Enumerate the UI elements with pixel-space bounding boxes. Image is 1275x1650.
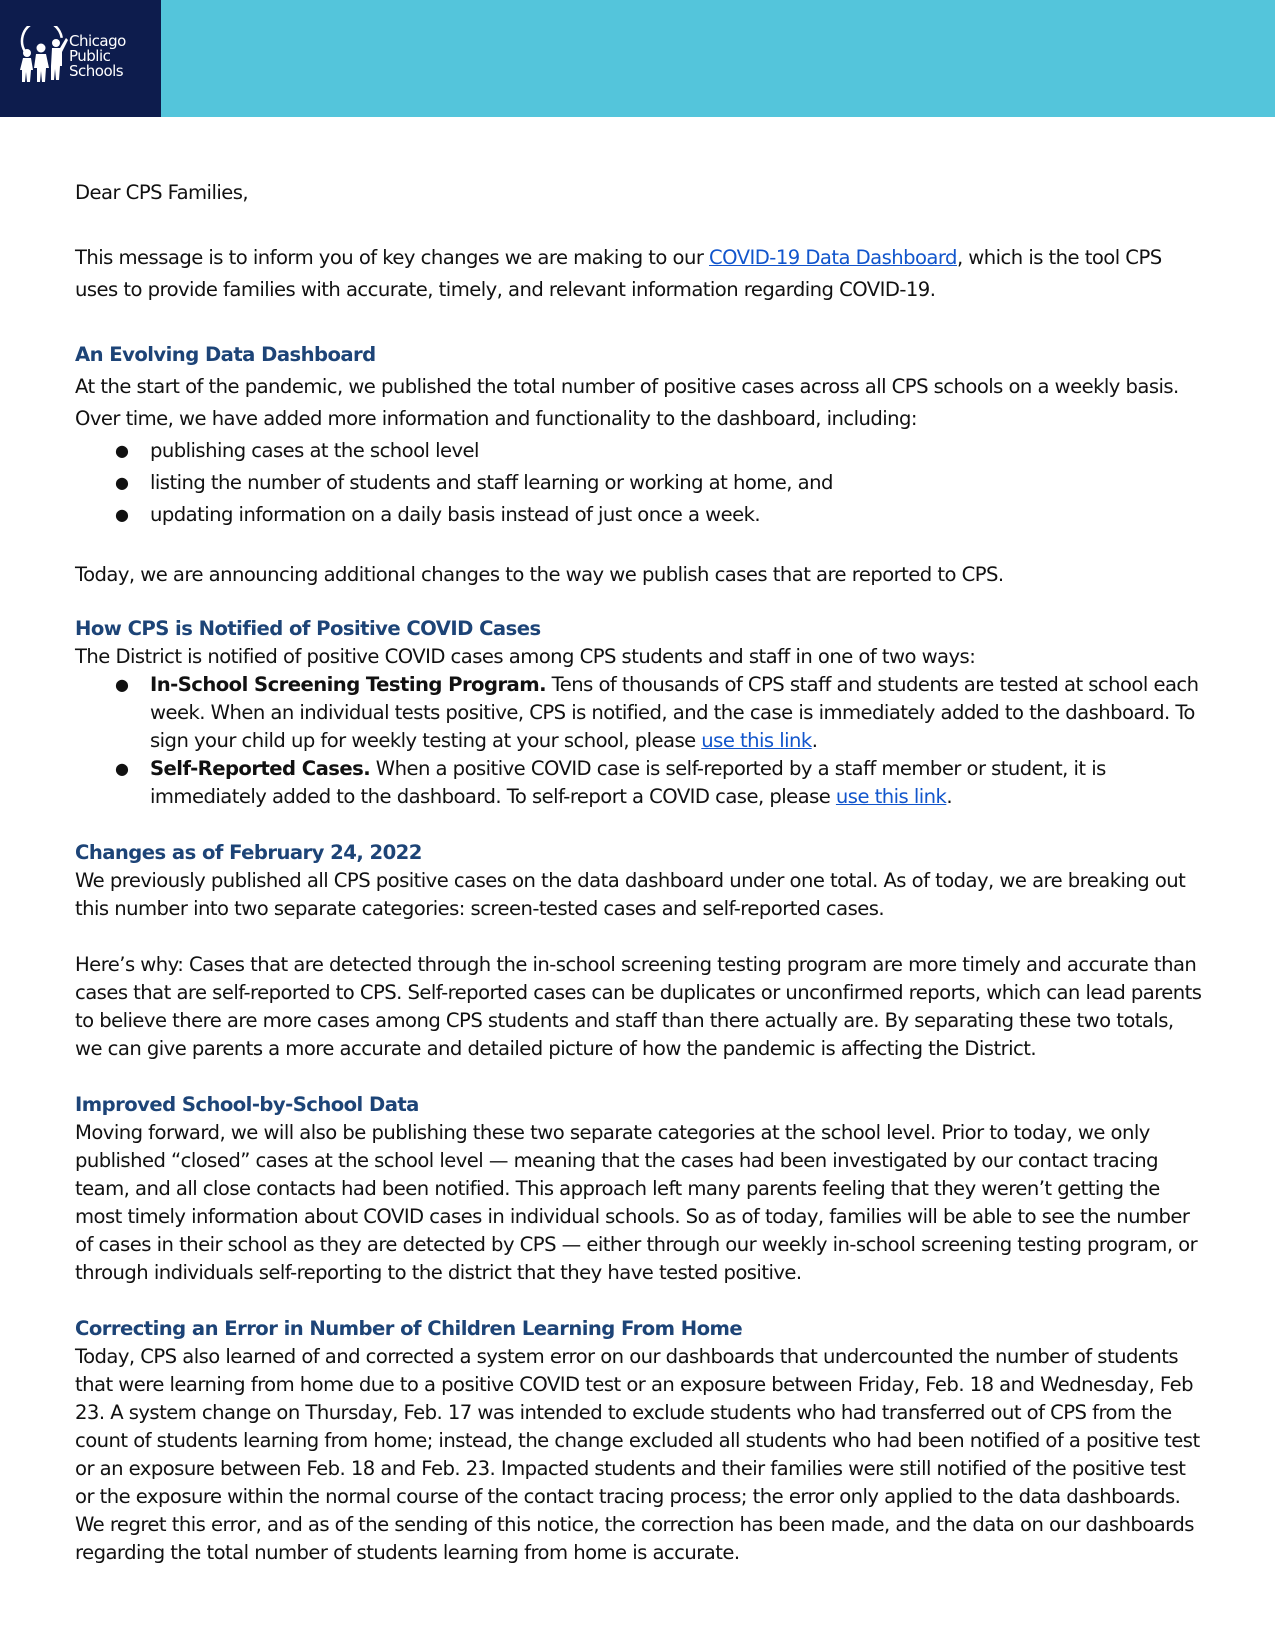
logo-line: Schools — [69, 62, 124, 80]
bullet-icon: ● — [115, 473, 129, 492]
list-item-text: publishing cases at the school level — [150, 439, 479, 462]
section-heading-evolving: An Evolving Data Dashboard — [75, 343, 376, 366]
section-heading-error: Correcting an Error in Number of Children Learning From Home — [75, 1317, 743, 1340]
letterhead-banner — [0, 0, 1275, 117]
section-heading-changes: Changes as of February 24, 2022 — [75, 841, 422, 864]
letter-body — [75, 177, 1205, 1567]
evolving-list — [75, 435, 1205, 531]
changes-paragraph: We previously published all CPS positive cases on the data dashboard under one total. As of today, we are breaking out this number into two separate categories: screen-tested cases and self-reported cases. — [75, 869, 1186, 920]
notified-list — [75, 671, 1205, 811]
list-item — [75, 467, 1205, 499]
intro-text: This message is to inform you of key changes we are making to our — [75, 246, 710, 269]
intro-paragraph — [75, 242, 1205, 306]
list-item-end: . — [811, 729, 818, 752]
salutation: Dear CPS Families, — [75, 181, 249, 204]
section-heading-school-data: Improved School-by-School Data — [75, 1093, 419, 1116]
why-paragraph: Here’s why: Cases that are detected through the in-school screening testing program are more timely and accurate than cases that are self-reported to CPS. Self-reported cases can be duplicates or unconfirmed reports, which can lead parents to believe there are more cases among CPS students and staff than there actually are. By separating these two totals, we can give parents a more accurate and detailed picture of how the pandemic is affecting the District. — [75, 953, 1202, 1060]
list-item-text: updating information on a daily basis instead of just once a week. — [150, 503, 761, 526]
intro-text-end: , which is the tool CPS uses to provide families with accurate, timely, and relevant information regarding COVID-19. — [75, 246, 1162, 301]
logo-line: Chicago — [69, 32, 126, 50]
list-item-text: listing the number of students and staff learning or working at home, and — [150, 471, 833, 494]
testing-signup-link[interactable]: use this link — [701, 729, 812, 752]
announcement-paragraph: Today, we are announcing additional changes to the way we publish cases that are reported to CPS. — [75, 563, 1004, 586]
list-item-bold: Self-Reported Cases. — [150, 757, 371, 780]
self-report-link[interactable]: use this link — [835, 785, 947, 808]
section-heading-notified: How CPS is Notified of Positive COVID Cases — [75, 617, 541, 640]
list-item — [75, 435, 1205, 467]
error-paragraph: Today, CPS also learned of and corrected a system error on our dashboards that undercounted the number of students that were learning from home due to a positive COVID test or an exposure between Friday, Feb. 18 and Wednesday, Feb 23. A system change on Thursday, Feb. 17 was intended to exclude students who had transferred out of CPS from the count of students learning from home; instead, the change excluded all students who had been notified of a positive test or an exposure between Feb. 18 and Feb. 23. Impacted students and their families were still notified of the positive test or the exposure within the normal course of the contact tracing process; the error only applied to the data dashboards. We regret this error, and as of the sending of this notice, the correction has been made, and the data on our dashboards regarding the total number of students learning from home is accurate. — [75, 1345, 1200, 1564]
list-item — [75, 499, 1205, 531]
children-silhouette-icon — [14, 26, 70, 84]
evolving-paragraph: At the start of the pandemic, we published the total number of positive cases across all CPS schools on a weekly basis. Over time, we have added more information and functionality to the dashboard, including: — [75, 375, 1179, 430]
dashboard-link[interactable]: COVID-19 Data Dashboard — [709, 246, 957, 269]
bullet-icon: ● — [115, 675, 129, 694]
list-item-text: Tens of thousands of CPS staff and students are tested at school each week. When an individual tests positive, CPS is notified, and the case is immediately added to the dashboard. To sign your child up for weekly testing at your school, please — [150, 673, 1199, 752]
bullet-icon: ● — [115, 505, 129, 524]
cps-logo[interactable] — [0, 0, 161, 117]
list-item-end: . — [946, 785, 953, 808]
list-item — [75, 755, 1205, 811]
list-item-text: When a positive COVID case is self-reported by a staff member or student, it is immediately added to the dashboard. To self-report a COVID case, please — [150, 757, 1106, 808]
notified-paragraph: The District is notified of positive COVID cases among CPS students and staff in one of two ways: — [75, 645, 976, 668]
logo-wordmark — [69, 34, 126, 79]
list-item-bold: In-School Screening Testing Program. — [150, 673, 546, 696]
list-item — [75, 671, 1205, 755]
bullet-icon: ● — [115, 441, 129, 460]
school-data-paragraph: Moving forward, we will also be publishing these two separate categories at the school level. Prior to today, we only published “closed” cases at the school level — meaning that the cases had been investigated by our contact tracing team, and all close contacts had been notified. This approach left many parents feeling that they weren’t getting the most timely information about COVID cases in individual schools. So as of today, families will be able to see the number of cases in their school as they are detected by CPS — either through our weekly in-school screening testing program, or through individuals self-reporting to the district that they have tested positive. — [75, 1121, 1198, 1284]
bullet-icon: ● — [115, 759, 129, 778]
logo-line: Public — [69, 47, 111, 65]
